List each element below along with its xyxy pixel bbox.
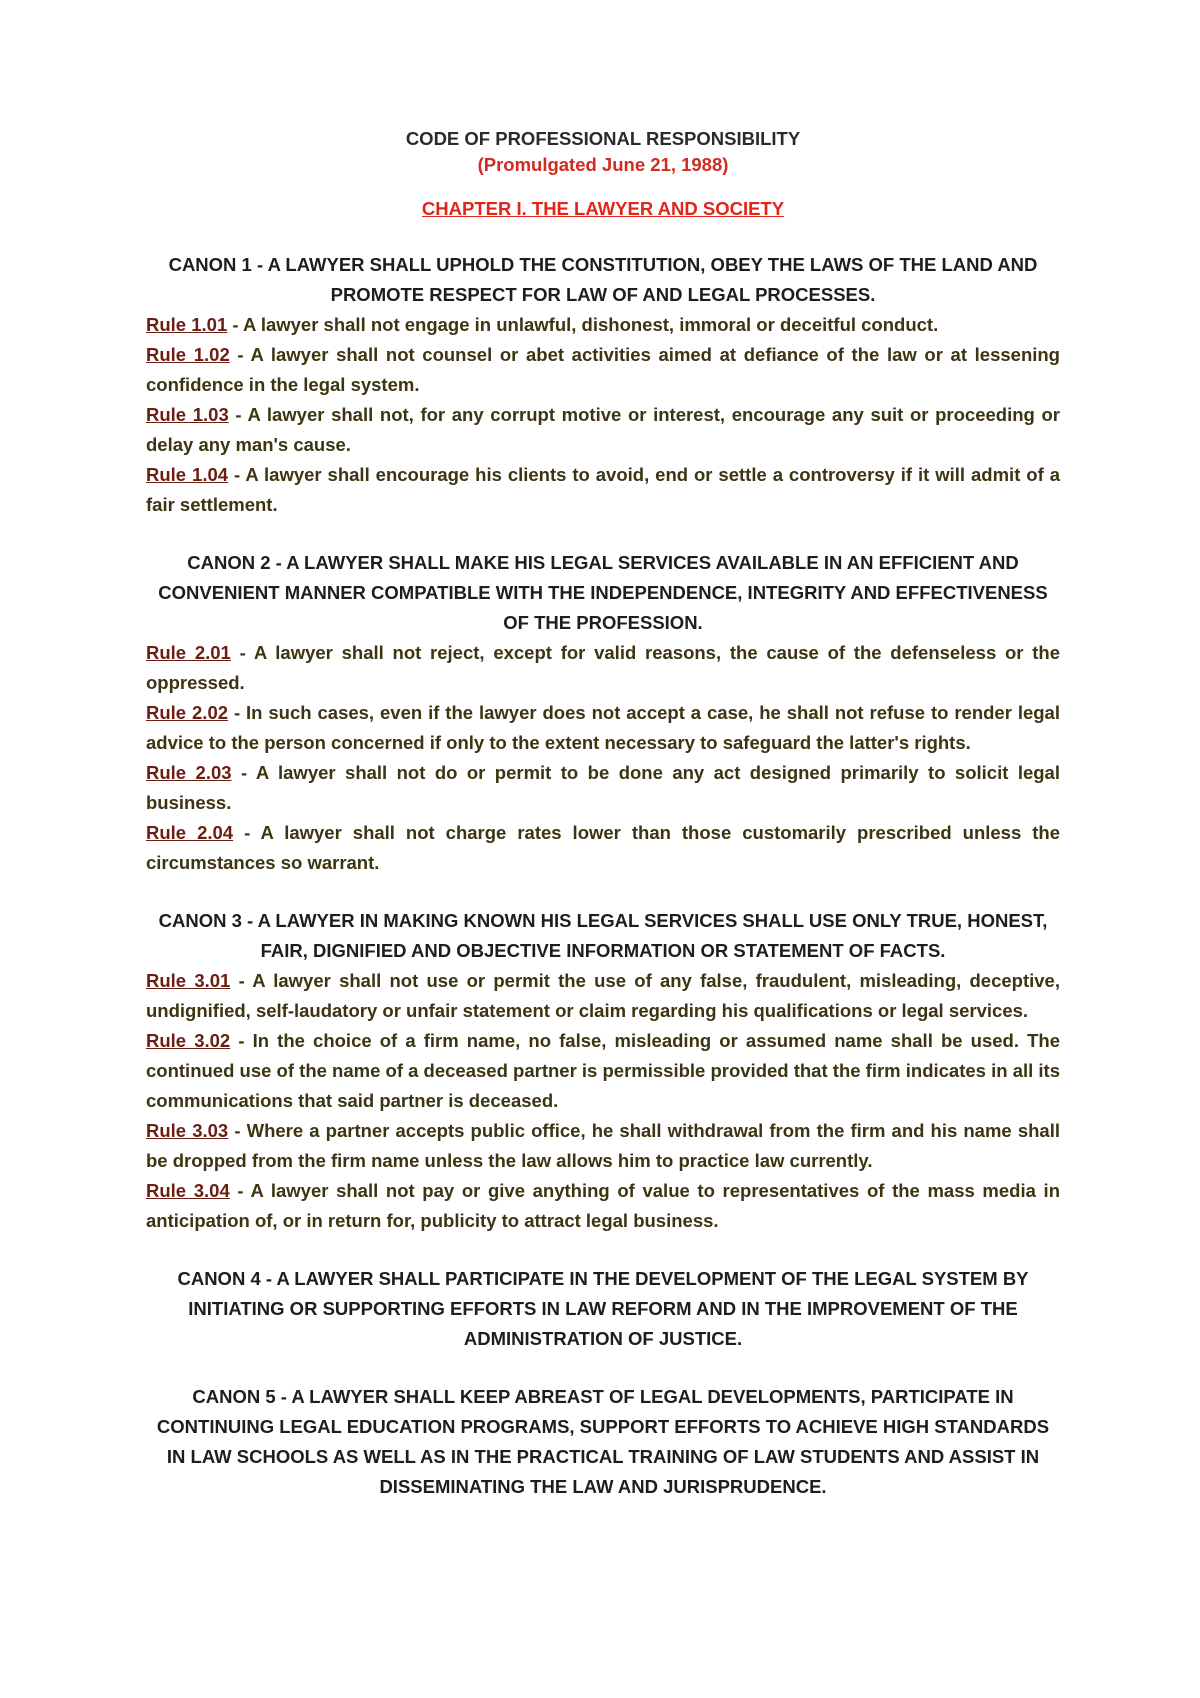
rule-paragraph	[146, 638, 1060, 698]
canon-heading: CANON 2 - A LAWYER SHALL MAKE HIS LEGAL SERVICES AVAILABLE IN AN EFFICIENT AND CONVENIENT MANNER COMPATIBLE WITH THE INDEPENDENCE, INTEGRITY AND EFFECTIVENESS OF THE PROFESSION.	[158, 552, 1048, 633]
rule-label: Rule 2.02	[146, 702, 229, 723]
rule-text: - A lawyer shall not pay or give anything of value to representatives of the mass media in anticipation of, or in return for, publicity to attract legal business.	[146, 1180, 1060, 1231]
rule-label: Rule 3.01	[146, 970, 231, 991]
rule-paragraph	[146, 1176, 1060, 1236]
rule-paragraph	[146, 460, 1060, 520]
canon-section	[146, 906, 1060, 1236]
rule-label: Rule 1.02	[146, 344, 230, 365]
chapter-heading: CHAPTER I. THE LAWYER AND SOCIETY	[421, 198, 785, 219]
rule-label: Rule 1.01	[146, 314, 228, 335]
canon-heading: CANON 4 - A LAWYER SHALL PARTICIPATE IN THE DEVELOPMENT OF THE LEGAL SYSTEM BY INITIATING OR SUPPORTING EFFORTS IN LAW REFORM AND IN THE IMPROVEMENT OF THE ADMINISTRATION OF JUSTICE.	[177, 1268, 1029, 1349]
rule-text: - A lawyer shall not counsel or abet activities aimed at defiance of the law or at lessening confidence in the legal system.	[146, 344, 1060, 395]
rule-text: - In the choice of a firm name, no false, misleading or assumed name shall be used. The continued use of the name of a deceased partner is permissible provided that the firm indicates in all its communications that said partner is deceased.	[146, 1030, 1060, 1111]
canon-heading: CANON 3 - A LAWYER IN MAKING KNOWN HIS LEGAL SERVICES SHALL USE ONLY TRUE, HONEST, FAIR, DIGNIFIED AND OBJECTIVE INFORMATION OR STATEMENT OF FACTS.	[158, 910, 1048, 961]
rule-text: - Where a partner accepts public office, he shall withdrawal from the firm and his name shall be dropped from the firm name unless the law allows him to practice law currently.	[146, 1120, 1060, 1171]
rule-label: Rule 2.03	[146, 762, 232, 783]
canon-section	[146, 1264, 1060, 1354]
rule-label: Rule 3.03	[146, 1120, 229, 1141]
canon-section	[146, 250, 1060, 520]
rule-paragraph	[146, 698, 1060, 758]
rule-paragraph	[146, 758, 1060, 818]
rule-text: - A lawyer shall not use or permit the use of any false, fraudulent, misleading, deceptive, undignified, self-laudatory or unfair statement or claim regarding his qualifications or legal services.	[146, 970, 1060, 1021]
rule-paragraph	[146, 400, 1060, 460]
rule-text: - A lawyer shall not charge rates lower than those customarily prescribed unless the circumstances so warrant.	[146, 822, 1060, 873]
rule-text: - A lawyer shall not, for any corrupt motive or interest, encourage any suit or proceeding or delay any man's cause.	[146, 404, 1060, 455]
rule-paragraph	[146, 1026, 1060, 1116]
rule-paragraph	[146, 818, 1060, 878]
rule-label: Rule 2.04	[146, 822, 234, 843]
rule-paragraph	[146, 1116, 1060, 1176]
rule-label: Rule 1.04	[146, 464, 229, 485]
rule-label: Rule 3.02	[146, 1030, 231, 1051]
rule-label: Rule 3.04	[146, 1180, 230, 1201]
canon-section	[146, 1382, 1060, 1502]
canon-section	[146, 548, 1060, 878]
rule-label: Rule 2.01	[146, 642, 231, 663]
canon-heading: CANON 5 - A LAWYER SHALL KEEP ABREAST OF LEGAL DEVELOPMENTS, PARTICIPATE IN CONTINUING LEGAL EDUCATION PROGRAMS, SUPPORT EFFORTS TO ACHIEVE HIGH STANDARDS IN LAW SCHOOLS AS WELL AS IN THE PRACTICAL TRAINING OF LAW STUDENTS AND ASSIST IN DISSEMINATING THE LAW AND JURISPRUDENCE.	[156, 1386, 1050, 1497]
canon-heading: CANON 1 - A LAWYER SHALL UPHOLD THE CONSTITUTION, OBEY THE LAWS OF THE LAND AND PROMOTE RESPECT FOR LAW OF AND LEGAL PROCESSES.	[168, 254, 1038, 305]
rule-text: - A lawyer shall encourage his clients to avoid, end or settle a controversy if it will admit of a fair settlement.	[146, 464, 1060, 515]
rule-label: Rule 1.03	[146, 404, 229, 425]
rule-text: - A lawyer shall not engage in unlawful, dishonest, immoral or deceitful conduct.	[227, 314, 939, 335]
rule-paragraph	[146, 340, 1060, 400]
rule-paragraph	[146, 966, 1060, 1026]
document-title: CODE OF PROFESSIONAL RESPONSIBILITY	[405, 128, 801, 149]
rule-text: - A lawyer shall not do or permit to be done any act designed primarily to solicit legal business.	[146, 762, 1060, 813]
rule-text: - A lawyer shall not reject, except for valid reasons, the cause of the defenseless or the oppressed.	[146, 642, 1060, 693]
rule-text: - In such cases, even if the lawyer does not accept a case, he shall not refuse to render legal advice to the person concerned if only to the extent necessary to safeguard the latter's rights.	[146, 702, 1060, 753]
document-subtitle: (Promulgated June 21, 1988)	[477, 154, 729, 175]
rule-paragraph	[146, 310, 1060, 340]
